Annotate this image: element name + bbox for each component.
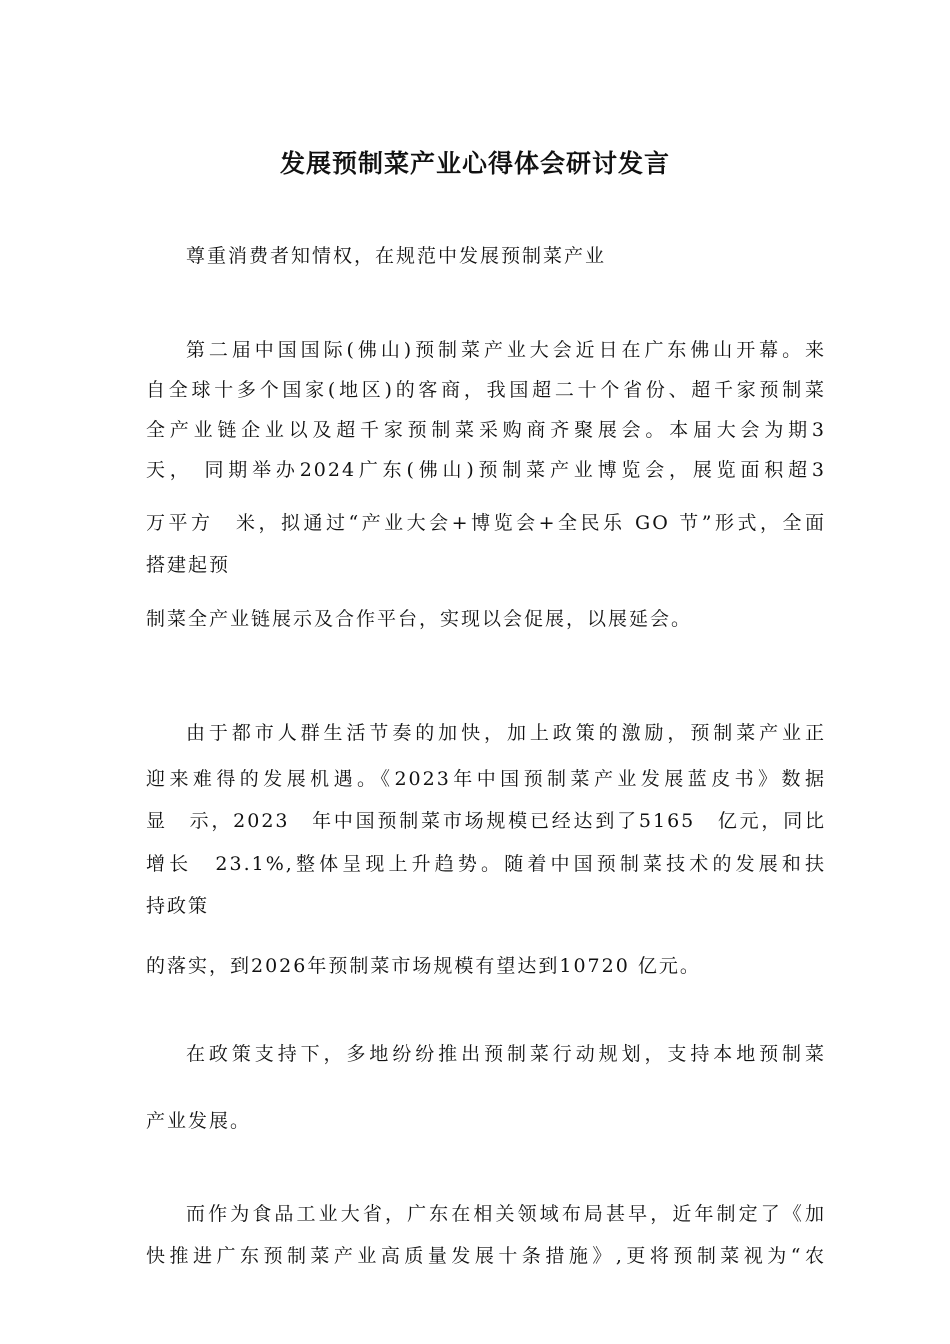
paragraph-1-line-3: 全产业链企业以及超千家预制菜采购商齐聚展会。本届大会为期3 [146,419,826,441]
document-subtitle: 尊重消费者知情权，在规范中发展预制菜产业 [186,245,607,267]
paragraph-1-line-5: 万平方 米，拟通过“产业大会+博览会+全民乐 GO 节”形式，全面 [146,512,826,534]
paragraph-2-line-4: 增长 23.1%,整体呈现上升趋势。随着中国预制菜技术的发展和扶 [146,853,826,875]
paragraph-4-line-1: 而作为食品工业大省，广东在相关领域布局甚早，近年制定了《加 [186,1203,826,1225]
paragraph-1-line-7: 制菜全产业链展示及合作平台，实现以会促展，以展延会。 [146,608,693,630]
paragraph-4-line-2: 快推进广东预制菜产业高质量发展十条措施》,更将预制菜视为“农 [146,1245,826,1267]
paragraph-2-line-1: 由于都市人群生活节奏的加快，加上政策的激励，预制菜产业正 [186,722,826,744]
paragraph-1-line-4: 天， 同期举办2024广东(佛山)预制菜产业博览会，展览面积超3 [146,459,826,481]
paragraph-1-line-1: 第二届中国国际(佛山)预制菜产业大会近日在广东佛山开幕。来 [186,339,826,361]
paragraph-1-line-2: 自全球十多个国家(地区)的客商，我国超二十个省份、超千家预制菜 [146,379,826,401]
paragraph-1-line-6: 搭建起预 [146,554,231,576]
paragraph-2-line-3: 显 示，2023 年中国预制菜市场规模已经达到了5165 亿元，同比 [146,810,826,832]
paragraph-2-line-5: 持政策 [146,895,210,917]
paragraph-2-line-2: 迎来难得的发展机遇。《2023年中国预制菜产业发展蓝皮书》数据 [146,768,826,790]
paragraph-2-line-6: 的落实，到2026年预制菜市场规模有望达到10720 亿元。 [146,955,701,977]
paragraph-3-line-1: 在政策支持下，多地纷纷推出预制菜行动规划，支持本地预制菜 [186,1043,826,1065]
paragraph-3-line-2: 产业发展。 [146,1110,252,1132]
document-title: 发展预制菜产业心得体会研讨发言 [279,149,670,178]
